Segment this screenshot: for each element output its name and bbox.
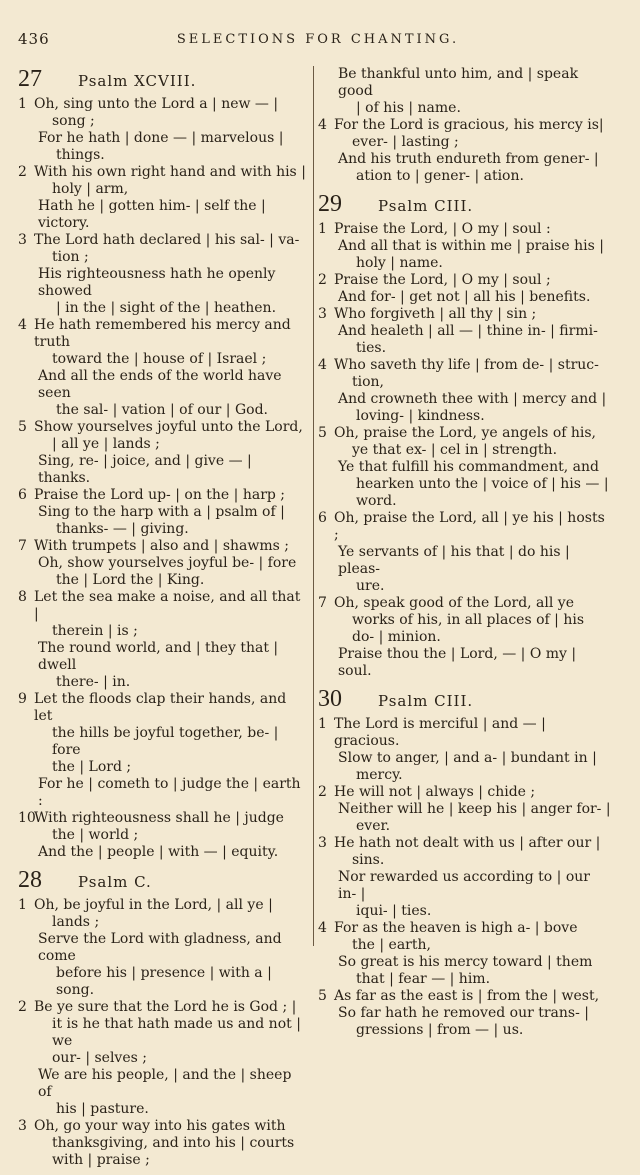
verse-number: 3	[318, 306, 327, 322]
verse-line: Hath he | gotten him- | self the | victory.	[38, 198, 266, 231]
verse-line: ties.	[356, 340, 387, 356]
right-column	[318, 66, 612, 1045]
verse-line: So far hath he removed our trans- |	[338, 1005, 589, 1021]
verse-line: works of his, in all places of | his	[352, 612, 585, 628]
verse-line: Be thankful unto him, and | speak good	[338, 66, 579, 99]
verse-line: His righteousness hath he openly showed	[38, 266, 276, 299]
verse-line: Let the sea make a noise, and all that |	[34, 589, 301, 622]
verse-line: With trumpets | also and | shawms ;	[34, 538, 289, 554]
verse-line: tion,	[352, 374, 384, 390]
verse-line: hearken unto the | voice of | his — |	[356, 476, 609, 492]
verse-number: 2	[18, 999, 27, 1015]
verse-number: 3	[318, 835, 327, 851]
verse-line: the | world ;	[52, 827, 139, 843]
verse-line: For the Lord is gracious, his mercy is|	[334, 117, 604, 133]
verse-line: Show yourselves joyful unto the Lord,	[34, 419, 303, 435]
verse-line: word.	[356, 493, 397, 509]
verse-line: He will not | always | chide ;	[334, 784, 536, 800]
verse	[18, 487, 308, 538]
verse-line: Oh, praise the Lord, ye angels of his,	[334, 425, 597, 441]
verse-line: Neither will he | keep his | anger for- |	[338, 801, 611, 817]
verse	[18, 538, 308, 589]
verse-line: holy | arm,	[52, 181, 129, 197]
selection-title: Psalm C.	[78, 873, 152, 891]
verse	[318, 357, 612, 425]
verse-number: 4	[318, 117, 327, 133]
verse-line: The round world, and | they that | dwell	[38, 640, 279, 673]
selection	[18, 66, 308, 861]
verse-line: And crowneth thee with | mercy and |	[338, 391, 607, 407]
verse-number: 1	[18, 897, 27, 913]
verse-line: the | Lord the | King.	[56, 572, 205, 588]
selection	[318, 686, 612, 1039]
verse	[18, 897, 308, 999]
verse-line: Oh, speak good of the Lord, all ye	[334, 595, 575, 611]
verse	[318, 716, 612, 784]
verse-number: 5	[18, 419, 27, 435]
verse-line: loving- | kindness.	[356, 408, 485, 424]
verse-line: sins.	[352, 852, 385, 868]
verse-line: Praise the Lord, | O my | soul ;	[334, 272, 551, 288]
left-column	[18, 66, 308, 1175]
verse-line: Oh, go your way into his gates with	[34, 1118, 286, 1134]
verse	[18, 1118, 308, 1169]
verse	[18, 810, 308, 861]
verse-line: our- | selves ;	[52, 1050, 147, 1066]
verse-number: 5	[318, 988, 327, 1004]
verse-line: things.	[56, 147, 105, 163]
verse	[318, 272, 612, 306]
verse	[18, 691, 308, 810]
verse-line: With his own right hand and with his |	[34, 164, 306, 180]
verse	[318, 595, 612, 680]
verse-number: 7	[18, 538, 27, 554]
verse-line: The Lord hath declared | his sal- | va-	[34, 232, 300, 248]
verse-line: And all the ends of the world have seen	[38, 368, 282, 401]
verse-line: thanks- — | giving.	[56, 521, 189, 537]
verse	[18, 164, 308, 232]
verse-line: | all ye | lands ;	[52, 436, 160, 452]
verse-line: Oh, be joyful in the Lord, | all ye |	[34, 897, 273, 913]
selection-title: Psalm XCVIII.	[78, 72, 197, 90]
verse	[18, 589, 308, 691]
selection	[18, 867, 308, 1169]
verse-line: We are his people, | and the | sheep of	[38, 1067, 292, 1100]
verse-number: 5	[318, 425, 327, 441]
verse	[18, 999, 308, 1118]
verse-number: 10	[18, 810, 36, 826]
selection-number: 29	[318, 191, 342, 217]
verse-line: Let the floods clap their hands, and let	[34, 691, 287, 724]
column-divider	[313, 66, 314, 946]
verse-line: Who forgiveth | all thy | sin ;	[334, 306, 537, 322]
verse-line: So great is his mercy toward | them	[338, 954, 593, 970]
verse-line: there- | in.	[56, 674, 131, 690]
verse-line: that | fear — | him.	[356, 971, 491, 987]
verse-line: And the | people | with — | equity.	[38, 844, 279, 860]
verse-line: toward the | house of | Israel ;	[52, 351, 267, 367]
verse-line: Oh, praise the Lord, all | ye his | hosts ;	[334, 510, 605, 543]
verse-line: Slow to anger, | and a- | bundant in |	[338, 750, 597, 766]
verse-line: The Lord is merciful | and — | gracious.	[334, 716, 546, 749]
verse-number: 4	[318, 920, 327, 936]
verse-number: 3	[18, 1118, 27, 1134]
selection-heading	[18, 867, 308, 897]
verse-line: the | earth,	[352, 937, 431, 953]
verse-line: Serve the Lord with gladness, and come	[38, 931, 282, 964]
verse	[18, 317, 308, 419]
verse	[318, 784, 612, 835]
verse-number: 1	[318, 221, 327, 237]
verse	[18, 96, 308, 164]
selection-heading	[318, 686, 612, 716]
verse-number: 1	[18, 96, 27, 112]
verse-line: song ;	[52, 113, 95, 129]
verse-number: 1	[318, 716, 327, 732]
verse-line: For he | cometh to | judge the | earth :	[38, 776, 301, 809]
verse-line: lands ;	[52, 914, 100, 930]
verse-line: the sal- | vation | of our | God.	[56, 402, 268, 418]
continuation	[318, 66, 612, 185]
verse-line: Sing to the harp with a | psalm of |	[38, 504, 285, 520]
verse-line: For he hath | done — | marvelous |	[38, 130, 284, 146]
verse	[318, 117, 612, 185]
verse-line: Sing, re- | joice, and | give — | thanks.	[38, 453, 252, 486]
verse-line: Ye that fulfill his commandment, and	[338, 459, 599, 475]
selection-title: Psalm CIII.	[378, 692, 474, 710]
verse-line: And for- | get not | all his | benefits.	[338, 289, 591, 305]
verse-line: ation to | gener- | ation.	[356, 168, 524, 184]
verse	[318, 221, 612, 272]
verse-line: Praise the Lord up- | on the | harp ;	[34, 487, 286, 503]
verse	[318, 425, 612, 510]
selection	[318, 191, 612, 680]
running-title: SELECTIONS FOR CHANTING.	[176, 32, 460, 47]
verse-line: And healeth | all — | thine in- | firmi-	[338, 323, 598, 339]
verse	[18, 419, 308, 487]
verse-line: Praise the Lord, | O my | soul :	[334, 221, 551, 237]
selection-number: 27	[18, 66, 42, 92]
verse-number: 3	[18, 232, 27, 248]
verse	[318, 988, 612, 1039]
verse-line: thanksgiving, and into his | courts	[52, 1135, 295, 1151]
verse-number: 4	[318, 357, 327, 373]
verse-number: 9	[18, 691, 27, 707]
verse-line: And all that is within me | praise his |	[338, 238, 604, 254]
verse-line: Nor rewarded us according to | our in- |	[338, 869, 590, 902]
verse-line: the hills be joyful together, be- | fore	[52, 725, 279, 758]
verse-line: do- | minion.	[352, 629, 441, 645]
verse-line: iqui- | ties.	[356, 903, 432, 919]
verse-line: Be ye sure that the Lord he is God ; |	[34, 999, 297, 1015]
verse-number: 8	[18, 589, 27, 605]
verse-line: gressions | from — | us.	[356, 1022, 524, 1038]
verse-number: 2	[318, 272, 327, 288]
verse-line: ure.	[356, 578, 385, 594]
verse-line: As far as the east is | from the | west,	[334, 988, 600, 1004]
verse	[318, 66, 612, 117]
verse-line: | in the | sight of the | heathen.	[56, 300, 277, 316]
verse-line: his | pasture.	[56, 1101, 149, 1117]
verse-line: the | Lord ;	[52, 759, 132, 775]
verse-line: Ye servants of | his that | do his | pleas-	[338, 544, 570, 577]
selection-heading	[18, 66, 308, 96]
verse-line: For as the heaven is high a- | bove	[334, 920, 578, 936]
selection-heading	[318, 191, 612, 221]
verse	[318, 920, 612, 988]
verse-line: it is he that hath made us and not | we	[52, 1016, 301, 1049]
verse-number: 2	[318, 784, 327, 800]
verse-number: 2	[18, 164, 27, 180]
page-header	[18, 30, 618, 52]
verse	[318, 835, 612, 920]
verse-line: He hath not dealt with us | after our |	[334, 835, 601, 851]
verse-line: With righteousness shall he | judge	[34, 810, 284, 826]
verse-line: ever- | lasting ;	[352, 134, 459, 150]
verse	[18, 232, 308, 317]
verse-line: with | praise ;	[52, 1152, 150, 1168]
verse-line: before his | presence | with a | song.	[56, 965, 272, 998]
verse-line: mercy.	[356, 767, 403, 783]
selection-title: Psalm CIII.	[378, 197, 474, 215]
verse-number: 6	[318, 510, 327, 526]
verse-line: He hath remembered his mercy and truth	[34, 317, 291, 350]
verse-line: Praise thou the | Lord, — | O my | soul.	[338, 646, 577, 679]
verse-line: | of his | name.	[356, 100, 461, 116]
verse-line: therein | is ;	[52, 623, 138, 639]
verse-line: ye that ex- | cel in | strength.	[352, 442, 558, 458]
verse-line: ever.	[356, 818, 391, 834]
selection-number: 30	[318, 686, 342, 712]
verse-line: tion ;	[52, 249, 89, 265]
verse-line: And his truth endureth from gener- |	[338, 151, 599, 167]
verse-number: 4	[18, 317, 27, 333]
verse-line: Oh, sing unto the Lord a | new — |	[34, 96, 279, 112]
verse	[318, 306, 612, 357]
selection-number: 28	[18, 867, 42, 893]
verse-line: Oh, show yourselves joyful be- | fore	[38, 555, 297, 571]
verse-number: 6	[18, 487, 27, 503]
verse	[318, 510, 612, 595]
verse-line: Who saveth thy life | from de- | struc-	[334, 357, 599, 373]
verse-number: 7	[318, 595, 327, 611]
verse-line: holy | name.	[356, 255, 443, 271]
page-number: 436	[18, 30, 50, 48]
